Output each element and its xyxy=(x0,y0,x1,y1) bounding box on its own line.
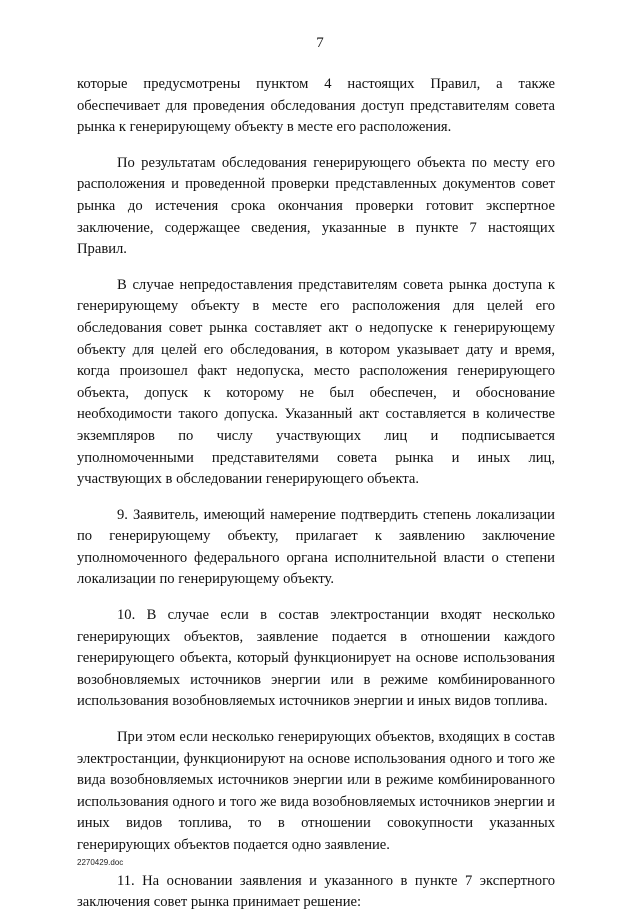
paragraph-continuation: которые предусмотрены пунктом 4 настоящих Правил, а также обеспечивает для проведения обследования доступ представителям совета рынка к генерирующему объекту в месте его расположения. xyxy=(77,76,555,136)
footer-file-name: 2270429.doc xyxy=(77,858,124,867)
paragraph-multiple-objects: При этом если несколько генерирующих объектов, входящих в состав электростанции, функционируют на основе использования одного и того же вида возобновляемых источников энергии или в режиме комбинированного использования одного и того же вида возобновляемых источников энергии и иных видов топлива, то в отношении совокупности указанных генерирующих объектов подается одно заявление. xyxy=(77,729,555,853)
page-number: 7 xyxy=(316,35,324,51)
paragraph-clause-10: 10. В случае если в состав электростанции входят несколько генерирующих объектов, заявление подается в отношении каждого генерирующего объекта, который функционирует на основе использования возобновляемых источников энергии или в режиме комбинированного использования возобновляемых источников энергии и иных видов топлива. xyxy=(77,607,555,710)
paragraph-clause-11: 11. На основании заявления и указанного в пункте 7 экспертного заключения совет рынка принимает решение: xyxy=(77,872,555,911)
paragraph-clause-9: 9. Заявитель, имеющий намерение подтвердить степень локализации по генерирующему объекту, прилагает к заявлению заключение уполномоченного федерального органа исполнительной власти о степени локализации по генерирующему объекту. xyxy=(77,506,555,588)
document-body xyxy=(77,74,555,914)
paragraph-access-denial: В случае непредоставления представителям совета рынка доступа к генерирующему объекту в месте его расположения для целей его обследования совет рынка составляет акт о недопуске к генерирующему объекту для целей его обследования, в котором указывает дату и время, когда произошел факт недопуска, место расположения генерирующего объекта, допуск к которому не был обеспечен, и обоснование необходимости такого допуска. Указанный акт составляется в количестве экземпляров по числу участвующих лиц и подписывается уполномоченными представителями совета рынка и иных лиц, участвующих в обследовании генерирующего объекта. xyxy=(77,276,555,488)
paragraph-examination-results: По результатам обследования генерирующего объекта по месту его расположения и проведенной проверки представленных документов совет рынка до истечения срока окончания проверки готовит экспертное заключение, содержащее сведения, указанные в пункте 7 настоящих Правил. xyxy=(77,154,555,258)
